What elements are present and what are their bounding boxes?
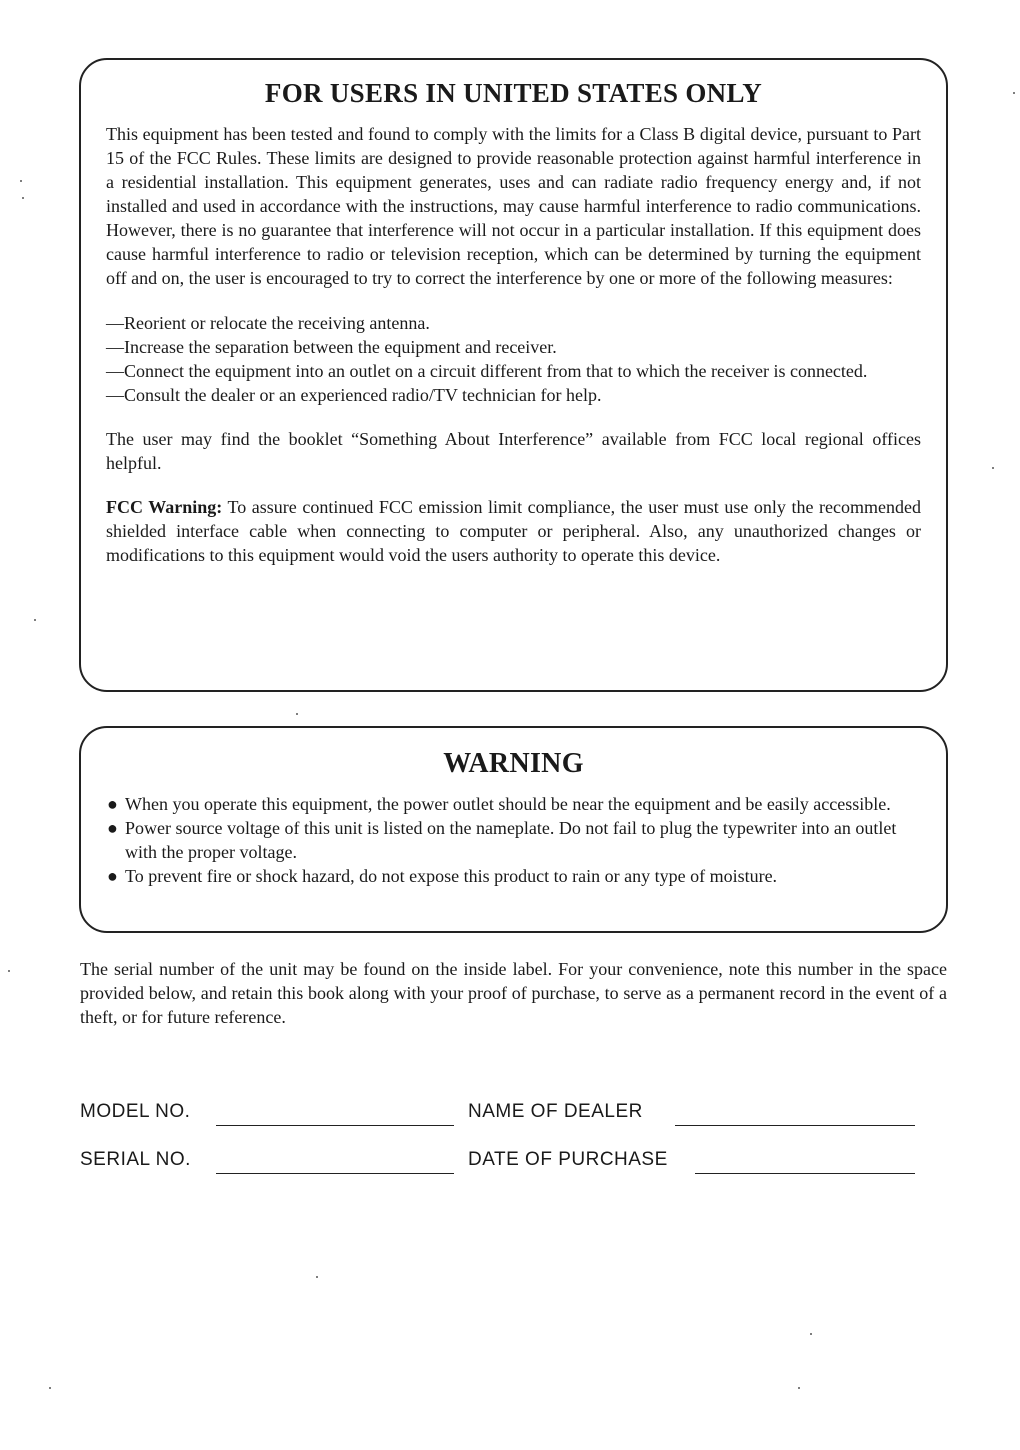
serial-number-line bbox=[216, 1173, 454, 1174]
serial-number-paragraph: The serial number of the unit may be found on the inside label. For your convenience, note this number in the space provided below, and retain this book along with your proof of purchase, to serve as a permanent record in the event of a theft, or for future reference. bbox=[80, 959, 947, 1027]
model-number-label: MODEL NO. bbox=[80, 1101, 191, 1122]
purchase-date-line bbox=[695, 1173, 915, 1174]
scan-speck bbox=[34, 619, 36, 621]
scan-speck bbox=[8, 970, 10, 972]
warning-list bbox=[107, 792, 921, 888]
fcc-warning-label: FCC Warning: bbox=[106, 497, 223, 517]
scan-speck bbox=[798, 1387, 800, 1389]
fcc-notice-title: FOR USERS IN UNITED STATES ONLY bbox=[264, 78, 763, 108]
warning-item: ● Power source voltage of this unit is listed on the nameplate. Do not fail to plug the typewriter into an outlet with the proper voltage. bbox=[107, 818, 897, 862]
warning-box bbox=[79, 726, 948, 933]
bullet-icon: ● bbox=[107, 794, 118, 814]
scan-speck bbox=[1013, 92, 1015, 94]
bullet-icon: ● bbox=[107, 866, 118, 886]
bullet-icon: ● bbox=[107, 818, 118, 838]
fcc-notice-body bbox=[106, 122, 921, 567]
measure-item: —Connect the equipment into an outlet on a circuit different from that to which the receiver is connected. bbox=[106, 361, 868, 381]
fcc-warning-paragraph bbox=[106, 495, 921, 567]
dealer-name-line bbox=[675, 1125, 915, 1126]
fcc-warning-text: To assure continued FCC emission limit compliance, the user must use only the recommended shielded interface cable when connecting to computer or peripheral. Also, any unauthorized changes or modifications to this equipment would void the users authority to operate this device. bbox=[106, 497, 921, 565]
measure-item: —Consult the dealer or an experienced radio/TV technician for help. bbox=[106, 385, 602, 405]
fcc-notice-box bbox=[79, 58, 948, 692]
dealer-name-label: NAME OF DEALER bbox=[468, 1101, 643, 1122]
scan-speck bbox=[20, 180, 22, 182]
warning-item: ● When you operate this equipment, the power outlet should be near the equipment and be easily accessible. bbox=[107, 794, 891, 814]
fcc-compliance-paragraph: This equipment has been tested and found to comply with the limits for a Class B digital device, pursuant to Part 15 of the FCC Rules. These limits are designed to provide reasonable protection against harmful interference in a residential installation. This equipment generates, uses and can radiate radio frequency energy and, if not installed and used in accordance with the instructions, may cause harmful interference to radio communications. However, there is no guarantee that interference will not occur in a particular installation. If this equipment does cause harmful interference to radio or television reception, which can be determined by turning the equipment off and on, the user is encouraged to try to correct the interference by one or more of the following measures: bbox=[106, 124, 921, 288]
scan-speck bbox=[22, 197, 24, 199]
serial-number-label: SERIAL NO. bbox=[80, 1149, 191, 1170]
interference-measures-list bbox=[106, 311, 921, 407]
measure-item: —Reorient or relocate the receiving antenna. bbox=[106, 313, 430, 333]
model-number-line bbox=[216, 1125, 454, 1126]
purchase-date-label: DATE OF PURCHASE bbox=[468, 1149, 668, 1170]
scan-speck bbox=[296, 713, 298, 715]
scan-speck bbox=[316, 1276, 318, 1278]
warning-title: WARNING bbox=[443, 748, 584, 779]
scan-speck bbox=[992, 467, 994, 469]
scan-speck bbox=[49, 1387, 51, 1389]
warning-item: ● To prevent fire or shock hazard, do not expose this product to rain or any type of moisture. bbox=[107, 866, 778, 886]
scan-speck bbox=[810, 1333, 812, 1335]
booklet-paragraph: The user may find the booklet “Something About Interference” available from FCC local regional offices helpful. bbox=[106, 429, 921, 473]
measure-item: —Increase the separation between the equipment and receiver. bbox=[106, 337, 557, 357]
